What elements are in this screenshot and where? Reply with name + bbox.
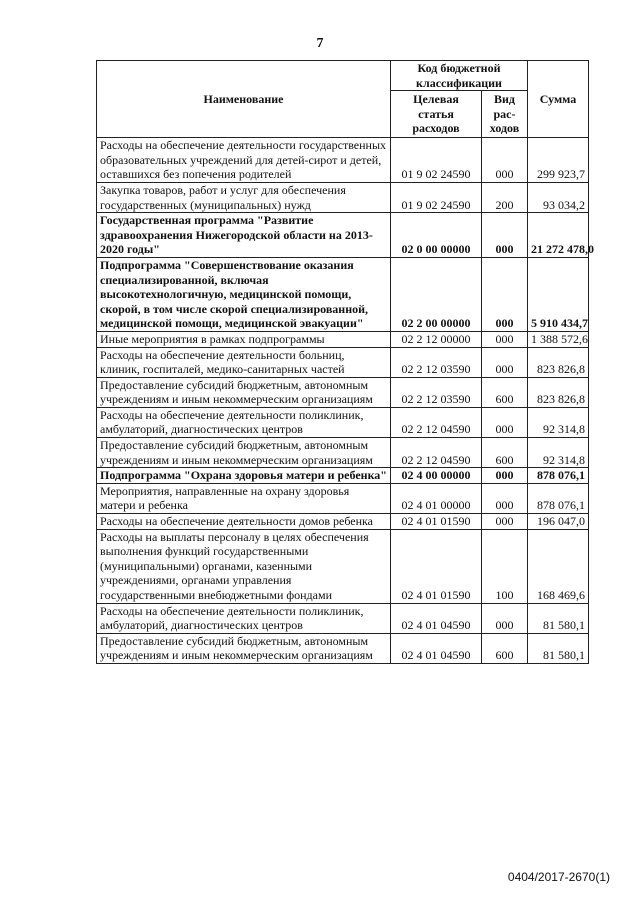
table-row	[97, 514, 589, 530]
row-name: Расходы на обеспечение деятельности поликлиник, амбулаторий, диагностических центров	[97, 407, 391, 437]
header-sum: Сумма	[528, 61, 589, 138]
row-expense-type: 000	[482, 331, 528, 347]
row-target-article: 02 4 01 00000	[391, 483, 482, 513]
row-name: Подпрограмма "Охрана здоровья матери и ребенка"	[97, 468, 391, 484]
header-code-group: Код бюджетной классификации	[391, 61, 528, 91]
row-target-article: 02 2 12 00000	[391, 331, 482, 347]
row-target-article: 02 2 12 04590	[391, 407, 482, 437]
row-sum: 92 314,8	[528, 407, 589, 437]
table-row	[97, 138, 589, 183]
row-expense-type: 000	[482, 407, 528, 437]
table-row	[97, 213, 589, 258]
row-name: Расходы на выплаты персоналу в целях обеспечения выполнения функций государственными (муниципальными) органами, казенными учреждениями, органами управления государственными внебюджетными фондами	[97, 529, 391, 603]
table-row	[97, 468, 589, 484]
row-expense-type: 600	[482, 438, 528, 468]
row-name: Закупка товаров, работ и услуг для обеспечения государственных (муниципальных) нужд	[97, 182, 391, 212]
row-sum: 878 076,1	[528, 483, 589, 513]
row-sum: 81 580,1	[528, 603, 589, 633]
row-sum: 21 272 478,0	[528, 213, 589, 258]
row-name: Предоставление субсидий бюджетным, автономным учреждениям и иным некоммерческим организациям	[97, 633, 391, 663]
row-target-article: 02 4 01 01590	[391, 514, 482, 530]
row-name: Иные мероприятия в рамках подпрограммы	[97, 331, 391, 347]
row-expense-type: 100	[482, 529, 528, 603]
row-expense-type: 000	[482, 257, 528, 331]
row-name: Предоставление субсидий бюджетным, автономным учреждениям и иным некоммерческим организациям	[97, 438, 391, 468]
document-code: 0404/2017-2670(1)	[507, 870, 610, 884]
row-target-article: 02 2 00 00000	[391, 257, 482, 331]
table-row	[97, 331, 589, 347]
row-sum: 1 388 572,6	[528, 331, 589, 347]
row-expense-type: 000	[482, 603, 528, 633]
row-name: Расходы на обеспечение деятельности больниц, клиник, госпиталей, медико-санитарных частей	[97, 347, 391, 377]
row-name: Подпрограмма "Совершенствование оказания специализированной, включая высокотехнологичную, медицинской помощи, скорой, в том числе скорой специализированной, медицинской помощи, медицинской эвакуации"	[97, 257, 391, 331]
row-sum: 81 580,1	[528, 633, 589, 663]
row-expense-type: 000	[482, 213, 528, 258]
row-sum: 878 076,1	[528, 468, 589, 484]
budget-table	[96, 60, 595, 664]
row-expense-type: 000	[482, 514, 528, 530]
row-target-article: 02 0 00 00000	[391, 213, 482, 258]
row-name: Мероприятия, направленные на охрану здоровья матери и ребенка	[97, 483, 391, 513]
row-sum: 168 469,6	[528, 529, 589, 603]
row-name: Государственная программа "Развитие здравоохранения Нижегородской области на 2013-2020 годы"	[97, 213, 391, 258]
row-sum: 823 826,8	[528, 347, 589, 377]
header-target-article: Целевая статья расходов	[391, 91, 482, 138]
row-target-article: 02 2 12 03590	[391, 347, 482, 377]
row-target-article: 01 9 02 24590	[391, 182, 482, 212]
table-row	[97, 257, 589, 331]
row-target-article: 02 4 00 00000	[391, 468, 482, 484]
row-expense-type: 000	[482, 468, 528, 484]
table-row	[97, 483, 589, 513]
page-number: 7	[316, 36, 324, 51]
table-row	[97, 603, 589, 633]
row-expense-type: 000	[482, 138, 528, 183]
row-sum: 93 034,2	[528, 182, 589, 212]
row-name: Расходы на обеспечение деятельности поликлиник, амбулаторий, диагностических центров	[97, 603, 391, 633]
row-expense-type: 000	[482, 347, 528, 377]
row-sum: 92 314,8	[528, 438, 589, 468]
row-target-article: 02 4 01 04590	[391, 633, 482, 663]
row-name: Предоставление субсидий бюджетным, автономным учреждениям и иным некоммерческим организациям	[97, 377, 391, 407]
table-body	[97, 138, 595, 664]
row-expense-type: 200	[482, 182, 528, 212]
row-target-article: 01 9 02 24590	[391, 138, 482, 183]
table-row	[97, 182, 589, 212]
table-row	[97, 633, 589, 663]
row-sum: 196 047,0	[528, 514, 589, 530]
row-expense-type: 600	[482, 377, 528, 407]
row-name: Расходы на обеспечение деятельности домов ребенка	[97, 514, 391, 530]
table-row	[97, 407, 589, 437]
row-sum: 5 910 434,7	[528, 257, 589, 331]
table-row	[97, 347, 589, 377]
row-target-article: 02 2 12 03590	[391, 377, 482, 407]
row-target-article: 02 4 01 04590	[391, 603, 482, 633]
row-name: Расходы на обеспечение деятельности государственных образовательных учреждений для детей-сирот и детей, оставшихся без попечения родителей	[97, 138, 391, 183]
table-row	[97, 377, 589, 407]
header-expense-type: Вид рас-ходов	[482, 91, 528, 138]
header-name: Наименование	[97, 61, 391, 138]
row-sum: 299 923,7	[528, 138, 589, 183]
row-sum: 823 826,8	[528, 377, 589, 407]
row-expense-type: 600	[482, 633, 528, 663]
table-row	[97, 529, 589, 603]
row-target-article: 02 2 12 04590	[391, 438, 482, 468]
table-row	[97, 438, 589, 468]
row-target-article: 02 4 01 01590	[391, 529, 482, 603]
row-expense-type: 000	[482, 483, 528, 513]
